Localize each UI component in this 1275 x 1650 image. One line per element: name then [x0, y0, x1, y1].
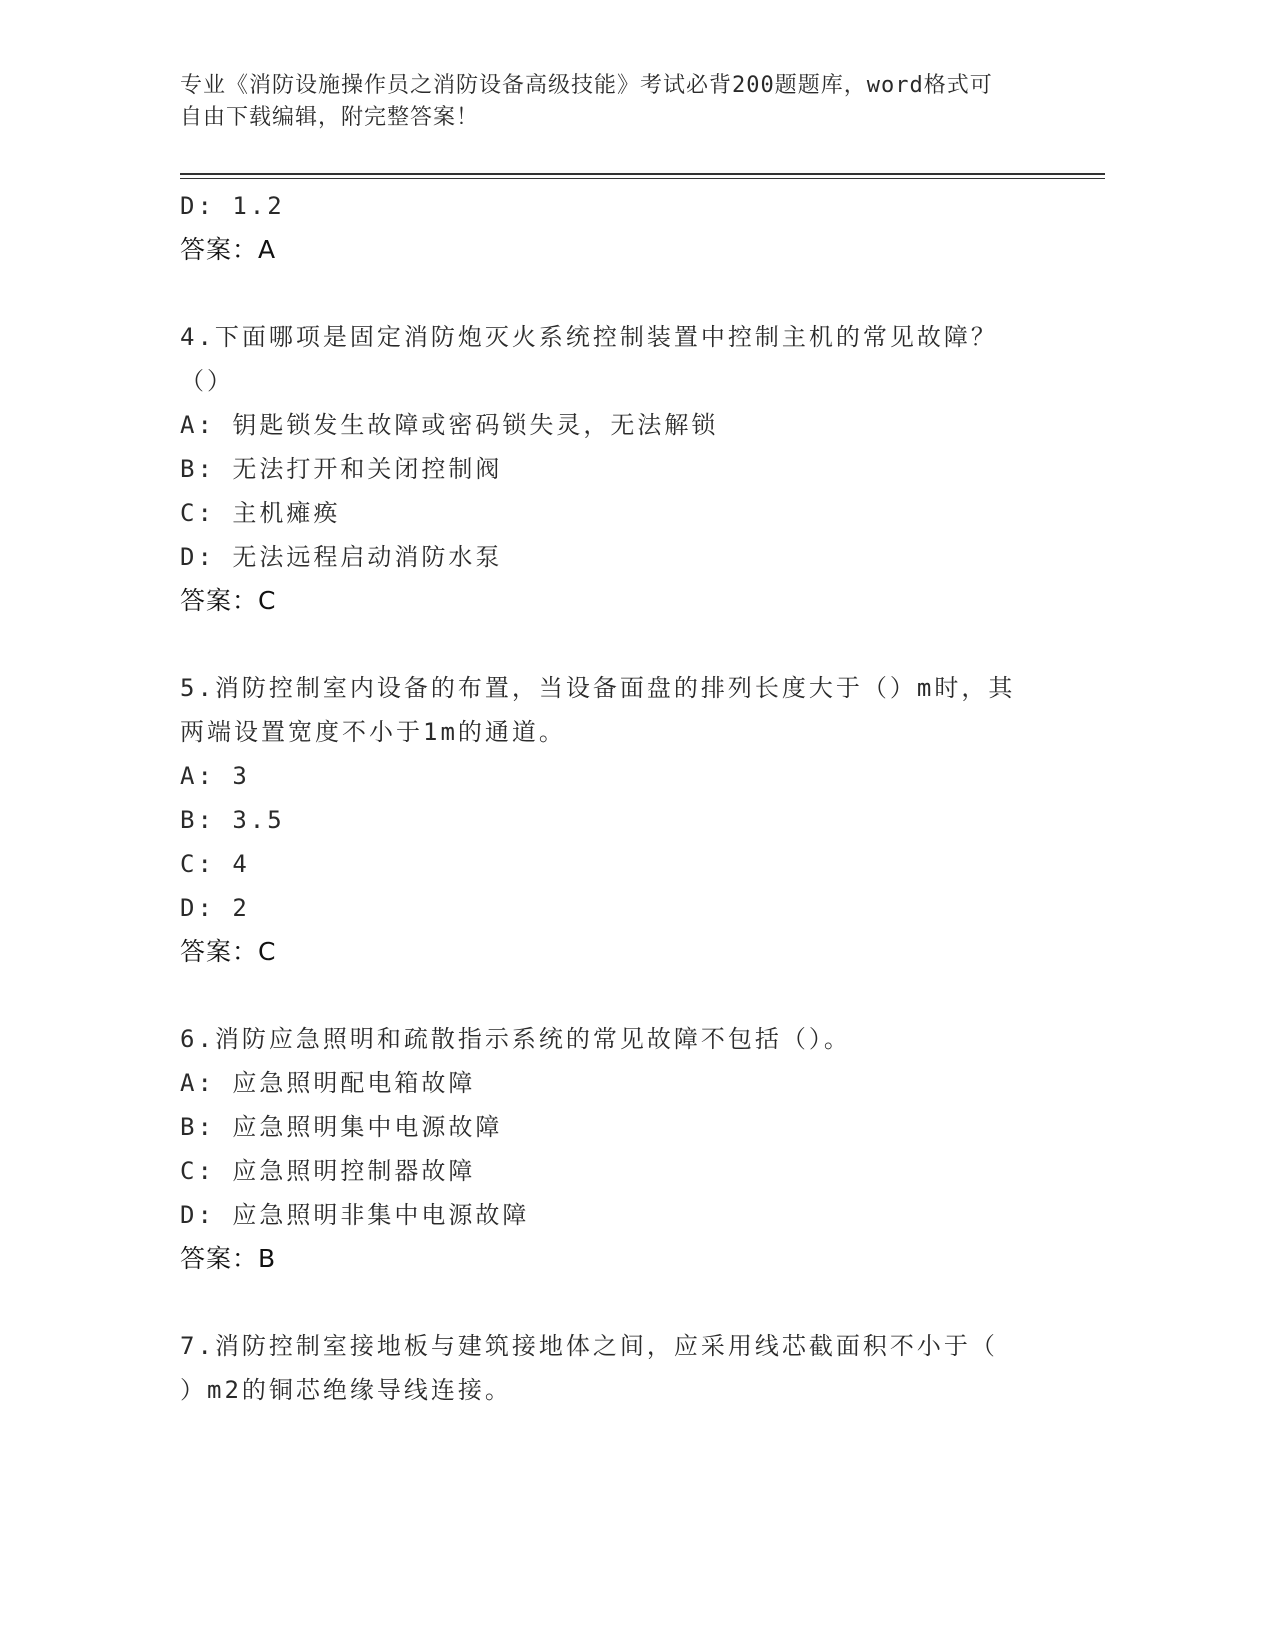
option-d: D: 1.2: [180, 192, 285, 220]
header-divider-thin: [180, 178, 1105, 179]
option-c: C: 4: [180, 850, 250, 878]
question-4: [180, 315, 1060, 623]
answer-line: 答案：C: [180, 586, 277, 615]
question-stem: 4.下面哪项是固定消防炮灭火系统控制装置中控制主机的常见故障？: [180, 323, 998, 351]
answer-line: 答案：A: [180, 235, 277, 264]
spacer: [180, 1281, 1060, 1324]
option-c: C: 主机瘫痪: [180, 499, 341, 527]
header-line-2: 自由下载编辑，附完整答案！: [180, 105, 480, 130]
question-6: [180, 1017, 1060, 1281]
question-stem: 5.消防控制室内设备的布置，当设备面盘的排列长度大于（）m时，其: [180, 674, 1016, 702]
option-a: A: 应急照明配电箱故障: [180, 1069, 476, 1097]
option-b: B: 无法打开和关闭控制阀: [180, 455, 503, 483]
question-stem-cont: （）: [180, 367, 234, 395]
header-divider-thick: [180, 173, 1105, 175]
answer-line: 答案：B: [180, 1244, 277, 1273]
question-stem-cont: 两端设置宽度不小于1m的通道。: [180, 718, 566, 746]
option-a: A: 3: [180, 762, 250, 790]
question-7: [180, 1324, 1060, 1412]
option-d: D: 2: [180, 894, 250, 922]
spacer: [180, 272, 1060, 315]
document-body: [180, 184, 1060, 1412]
question-stem: 6.消防应急照明和疏散指示系统的常见故障不包括（）。: [180, 1025, 851, 1053]
option-b: B: 应急照明集中电源故障: [180, 1113, 503, 1141]
option-d: D: 无法远程启动消防水泵: [180, 543, 503, 571]
question-3-tail: [180, 184, 1060, 272]
spacer: [180, 974, 1060, 1017]
option-a: A: 钥匙锁发生故障或密码锁失灵，无法解锁: [180, 411, 719, 439]
question-5: [180, 666, 1060, 974]
option-d: D: 应急照明非集中电源故障: [180, 1201, 530, 1229]
answer-line: 答案：C: [180, 937, 277, 966]
document-header: [180, 70, 1060, 134]
spacer: [180, 623, 1060, 666]
question-stem-cont: ）m2的铜芯绝缘导线连接。: [180, 1376, 512, 1404]
option-c: C: 应急照明控制器故障: [180, 1157, 476, 1185]
header-line-1: 专业《消防设施操作员之消防设备高级技能》考试必背200题题库，word格式可: [180, 73, 993, 98]
question-stem: 7.消防控制室接地板与建筑接地体之间，应采用线芯截面积不小于（: [180, 1332, 998, 1360]
option-b: B: 3.5: [180, 806, 285, 834]
